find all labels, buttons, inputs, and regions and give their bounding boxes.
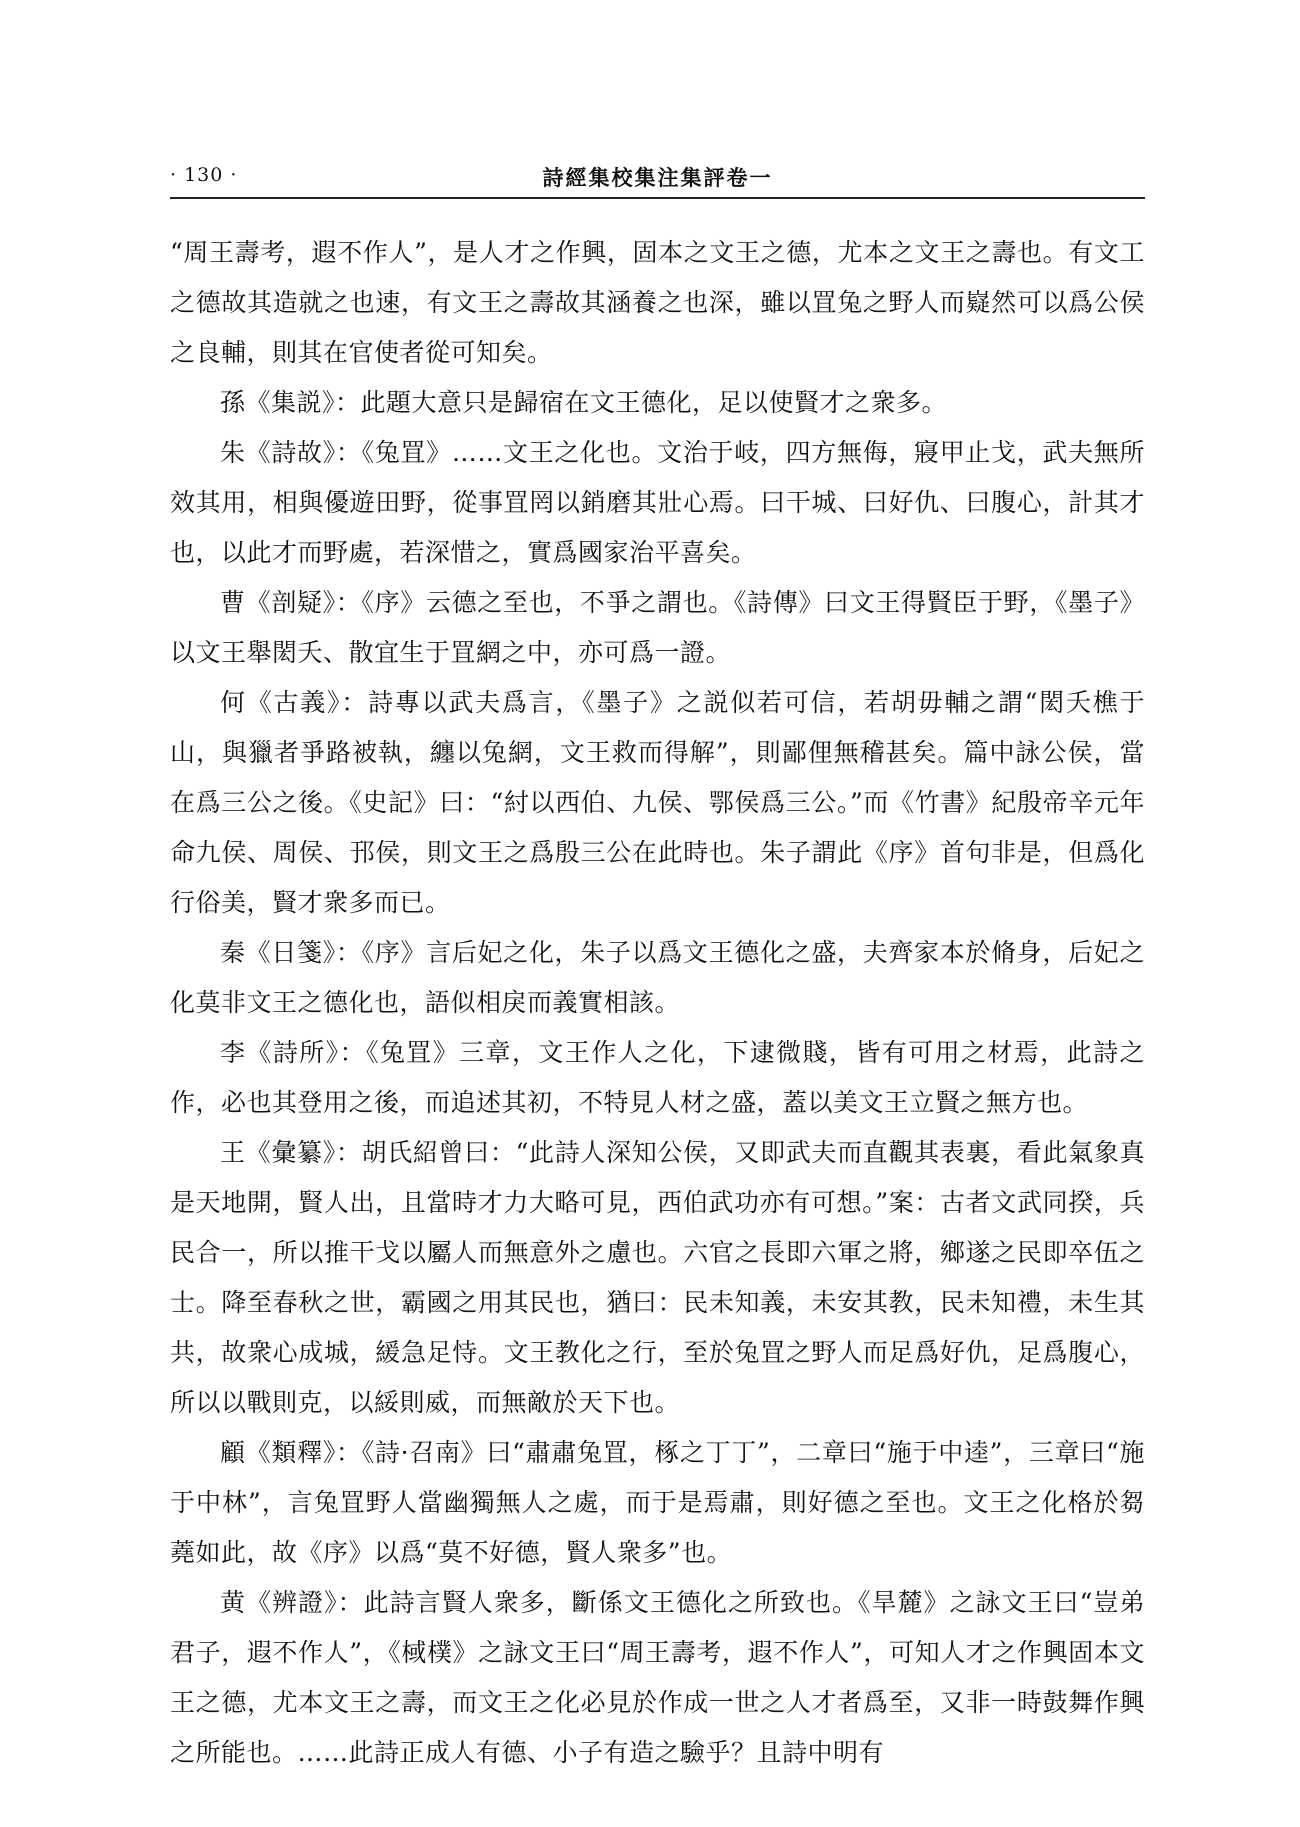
paragraph: 曹《剖疑》：《序》云德之至也，不爭之謂也。《詩傳》曰文王得賢臣于野，《墨子》以文王舉閎夭、散宜生于罝網之中，亦可爲一證。 bbox=[170, 588, 1145, 667]
page-header bbox=[170, 160, 1145, 194]
paragraph: 黄《辨證》：此詩言賢人衆多，斷係文王德化之所致也。《旱麓》之詠文王曰“豈弟君子，遐不作人”，《棫樸》之詠文王曰“周王壽考，遐不作人”，可知人才之作興固本文王之德，尤本文王之壽，而文王之化必見於作成一世之人才者爲至，又非一時鼓舞作興之所能也。……此詩正成人有德、小子有造之驗乎？且詩中明有 bbox=[170, 1588, 1145, 1767]
body-text bbox=[170, 228, 1145, 1778]
paragraph: 何《古義》：詩專以武夫爲言，《墨子》之説似若可信，若胡毋輔之謂“閎夭樵于山，與獵者爭路被執，纏以兔網，文王救而得解”，則鄙俚無稽甚矣。篇中詠公侯，當在爲三公之後。《史記》曰：“紂以西伯、九侯、鄂侯爲三公。”而《竹書》紀殷帝辛元年命九侯、周侯、邘侯，則文王之爲殷三公在此時也。朱子謂此《序》首句非是，但爲化行俗美，賢才衆多而已。 bbox=[170, 688, 1145, 917]
paragraph: 李《詩所》：《兔罝》三章，文王作人之化，下逮微賤，皆有可用之材焉，此詩之作，必也其登用之後，而追述其初，不特見人材之盛，蓋以美文王立賢之無方也。 bbox=[170, 1038, 1145, 1117]
page-number: · 130 · bbox=[170, 164, 238, 186]
running-title: 詩經集校集注集評卷一 bbox=[542, 165, 773, 190]
paragraph: 顧《類釋》：《詩·召南》曰“肅肅兔罝，椓之丁丁”，二章曰“施于中逵”，三章曰“施于中林”，言兔罝野人當幽獨無人之處，而于是焉肅，則好德之至也。文王之化格於芻蕘如此，故《序》以爲“莫不好德，賢人衆多”也。 bbox=[170, 1438, 1145, 1567]
paragraph: 王《彙纂》：胡氏紹曾曰：“此詩人深知公侯，又即武夫而直觀其表裏，看此氣象真是天地開，賢人出，且當時才力大略可見，西伯武功亦有可想。”案：古者文武同揆，兵民合一，所以推干戈以屬人而無意外之慮也。六官之長即六軍之將，鄉遂之民即卒伍之士。降至春秋之世，霸國之用其民也，猶曰：民未知義，未安其教，民未知禮，未生其共，故衆心成城，緩急足恃。文王教化之行，至於兔罝之野人而足爲好仇，足爲腹心，所以以戰則克，以綏則威，而無敵於天下也。 bbox=[170, 1138, 1145, 1417]
paragraph: 孫《集説》：此題大意只是歸宿在文王德化，足以使賢才之衆多。 bbox=[220, 388, 948, 417]
paragraph: 朱《詩故》：《兔罝》……文王之化也。文治于岐，四方無侮，寢甲止戈，武夫無所效其用，相與優遊田野，從事罝罔以銷磨其壯心焉。曰干城、曰好仇、曰腹心，計其才也，以此才而野處，若深惜之，實爲國家治平喜矣。 bbox=[170, 438, 1145, 567]
header-rule bbox=[170, 197, 1145, 199]
paragraph: 秦《日箋》：《序》言后妃之化，朱子以爲文王德化之盛，夫齊家本於脩身，后妃之化莫非文王之德化也，語似相戾而義實相該。 bbox=[170, 938, 1145, 1017]
paragraph: “周王壽考，遐不作人”，是人才之作興，固本之文王之德，尤本之文王之壽也。有文工之德故其造就之也速，有文王之壽故其涵養之也深，雖以罝兔之野人而嶷然可以爲公侯之良輔，則其在官使者從可知矣。 bbox=[170, 238, 1145, 367]
